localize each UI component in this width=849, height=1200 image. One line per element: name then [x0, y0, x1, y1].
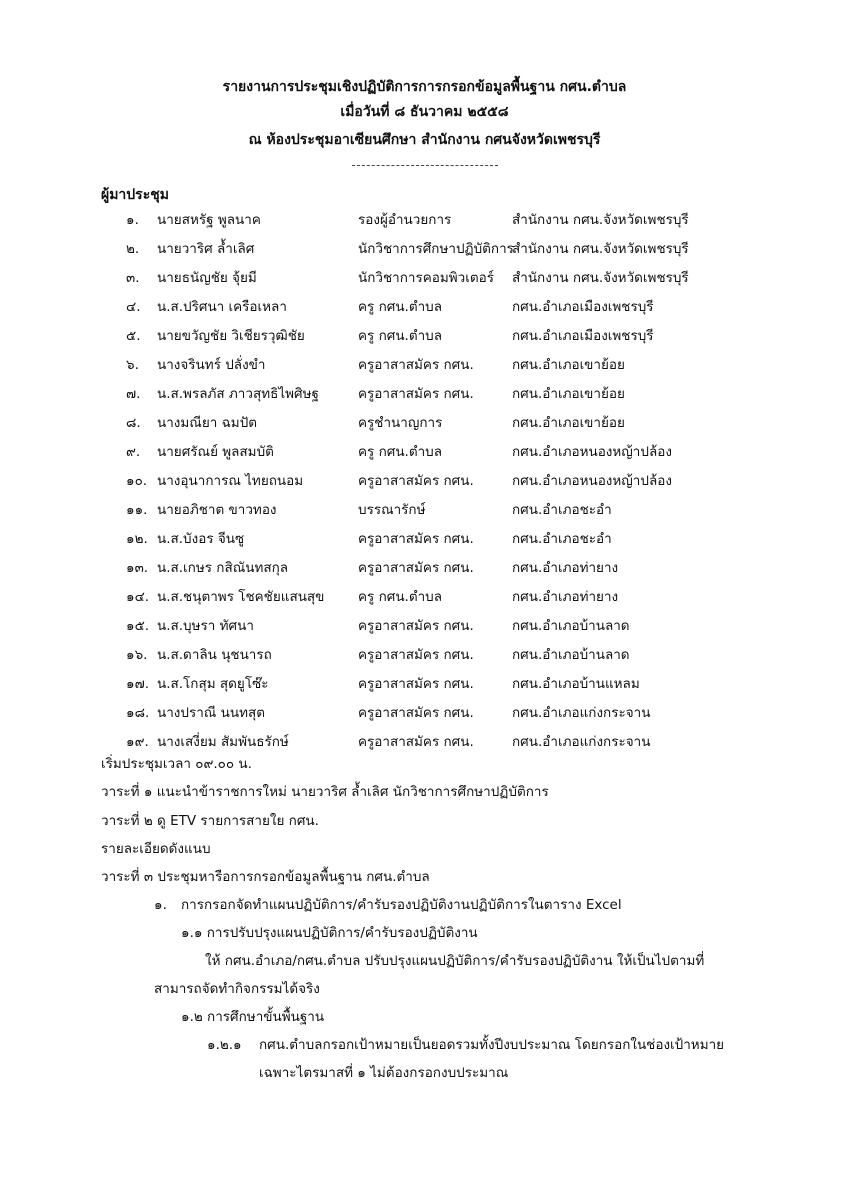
- attendee-position: ครูอาสาสมัคร กศน.: [358, 357, 474, 373]
- attendee-number: ๗.: [126, 386, 141, 402]
- attendee-row: [0, 726, 849, 755]
- attendee-organization: กศน.อำเภอแก่งกระจาน: [512, 705, 651, 721]
- attendee-number: ๑๑.: [126, 502, 148, 518]
- attendee-row: [0, 610, 849, 639]
- attendee-position: ครูชำนาญการ: [358, 415, 443, 431]
- item-1-text: การกรอกจัดทำแผนปฏิบัติการ/คำรับรองปฏิบัติงานปฏิบัติการในตาราง Excel: [181, 897, 622, 913]
- attendee-row: [0, 494, 849, 523]
- item-1-1-text-b: สามารถจัดทำกิจกรรมได้จริง: [154, 981, 320, 997]
- item-1-number: ๑.: [154, 897, 167, 913]
- attendee-number: ๑๔.: [126, 589, 150, 605]
- attendee-row: [0, 465, 849, 494]
- attendee-number: ๓.: [126, 270, 140, 286]
- attendee-row: [0, 262, 849, 291]
- attendees-heading: ผู้มาประชุม: [101, 187, 169, 203]
- attendee-position: ครูอาสาสมัคร กศน.: [358, 676, 474, 692]
- attendee-organization: กศน.อำเภอหนองหญ้าปล้อง: [512, 444, 672, 460]
- item-1-2-heading: ๑.๒ การศึกษาขั้นพื้นฐาน: [181, 1009, 325, 1025]
- attendee-number: ๑๗.: [126, 676, 150, 692]
- attendee-organization: กศน.อำเภอชะอำ: [512, 502, 612, 518]
- attendee-organization: กศน.อำเภอหนองหญ้าปล้อง: [512, 473, 672, 489]
- title-divider: [352, 165, 498, 166]
- attendee-organization: สำนักงาน กศน.จังหวัดเพชรบุรี: [512, 241, 689, 257]
- attendee-name: นายธนัญชัย จุ้ยมี: [157, 270, 257, 286]
- attendee-row: [0, 204, 849, 233]
- attendee-number: ๑๒.: [126, 531, 148, 547]
- attendee-position: ครูอาสาสมัคร กศน.: [358, 705, 474, 721]
- attendee-name: น.ส.โกสุม สุดยูโซ๊ะ: [157, 676, 269, 692]
- attendee-row: [0, 697, 849, 726]
- attendee-organization: สำนักงาน กศน.จังหวัดเพชรบุรี: [512, 270, 689, 286]
- attendee-position: ครูอาสาสมัคร กศน.: [358, 560, 474, 576]
- attendee-position: ครู กศน.ตำบล: [358, 444, 443, 460]
- attendee-organization: กศน.อำเภอเมืองเพชรบุรี: [512, 299, 654, 315]
- attendee-organization: กศน.อำเภอเขาย้อย: [512, 415, 625, 431]
- attendee-name: น.ส.ปริศนา เครือเหลา: [157, 299, 287, 315]
- attendee-number: ๖.: [126, 357, 139, 373]
- attendee-name: น.ส.บังอร จีนซู: [157, 531, 245, 547]
- attendee-name: น.ส.เกษร กสิณันทสกุล: [157, 560, 289, 576]
- attendee-name: นางจรินทร์ ปลั่งขำ: [157, 357, 266, 373]
- attendee-organization: กศน.อำเภอบ้านลาด: [512, 618, 630, 634]
- attendee-position: นักวิชาการคอมพิวเตอร์: [358, 270, 494, 286]
- attendee-organization: กศน.อำเภอเขาย้อย: [512, 357, 625, 373]
- item-1-2-1-number: ๑.๒.๑: [207, 1037, 242, 1053]
- agenda-1: วาระที่ ๑ แนะนำข้าราชการใหม่ นายวาริศ ล้ำเลิศ นักวิชาการศึกษาปฏิบัติการ: [101, 784, 549, 800]
- attendee-organization: กศน.อำเภอท่ายาง: [512, 560, 619, 576]
- attendee-row: [0, 233, 849, 262]
- details-note: รายละเอียดดังแนบ: [101, 841, 211, 857]
- attendees-list: [0, 204, 849, 755]
- attendee-organization: กศน.อำเภอชะอำ: [512, 531, 612, 547]
- attendee-row: [0, 639, 849, 668]
- attendee-organization: กศน.อำเภอท่ายาง: [512, 589, 619, 605]
- attendee-name: นายสหรัฐ พูลนาค: [157, 212, 261, 228]
- report-date: เมื่อวันที่ ๘ ธันวาคม ๒๕๕๘: [340, 104, 509, 120]
- attendee-row: [0, 291, 849, 320]
- agenda-2: วาระที่ ๒ ดู ETV รายการสายใย กศน.: [101, 813, 319, 829]
- attendee-number: ๑.: [126, 212, 139, 228]
- attendee-organization: สำนักงาน กศน.จังหวัดเพชรบุรี: [512, 212, 689, 228]
- attendee-row: [0, 668, 849, 697]
- attendee-row: [0, 349, 849, 378]
- attendee-position: รองผู้อำนวยการ: [358, 212, 452, 228]
- attendee-organization: กศน.อำเภอแก่งกระจาน: [512, 734, 651, 750]
- attendee-number: ๑๙.: [126, 734, 149, 750]
- attendee-position: ครูอาสาสมัคร กศน.: [358, 647, 474, 663]
- attendee-position: ครูอาสาสมัคร กศน.: [358, 531, 474, 547]
- item-1-2-1-text-a: กศน.ตำบลกรอกเป้าหมายเป็นยอดรวมทั้งปีงบประมาณ โดยกรอกในช่องเป้าหมาย: [259, 1037, 725, 1053]
- start-time: เริ่มประชุมเวลา ๐๙.๐๐ น.: [101, 756, 252, 772]
- attendee-number: ๕.: [126, 328, 141, 344]
- attendee-organization: กศน.อำเภอบ้านลาด: [512, 647, 630, 663]
- report-venue: ณ ห้องประชุมอาเซียนศึกษา สำนักงาน กศนจังหวัดเพชรบุรี: [248, 132, 601, 148]
- attendee-row: [0, 320, 849, 349]
- attendee-number: ๑๘.: [126, 705, 150, 721]
- attendee-organization: กศน.อำเภอเขาย้อย: [512, 386, 625, 402]
- attendee-name: น.ส.บุษรา ทัศนา: [157, 618, 254, 634]
- attendee-position: ครู กศน.ตำบล: [358, 589, 443, 605]
- attendee-row: [0, 523, 849, 552]
- attendee-number: ๘.: [126, 415, 141, 431]
- attendee-row: [0, 407, 849, 436]
- attendee-position: ครู กศน.ตำบล: [358, 328, 443, 344]
- attendee-position: ครูอาสาสมัคร กศน.: [358, 473, 474, 489]
- item-1-2-1-text-b: เฉพาะไตรมาสที่ ๑ ไม่ต้องกรอกงบประมาณ: [259, 1065, 509, 1081]
- attendee-number: ๑๐.: [126, 473, 148, 489]
- attendee-position: ครูอาสาสมัคร กศน.: [358, 618, 474, 634]
- attendee-position: ครู กศน.ตำบล: [358, 299, 443, 315]
- attendee-row: [0, 436, 849, 465]
- attendee-position: นักวิชาการศึกษาปฏิบัติการ: [358, 241, 514, 257]
- attendee-position: บรรณารักษ์: [358, 502, 426, 518]
- attendee-organization: กศน.อำเภอบ้านแหลม: [512, 676, 640, 692]
- attendee-name: นายขวัญชัย วิเชียรวุฒิชัย: [157, 328, 305, 344]
- attendee-name: น.ส.พรลภัส ภาวสุทธิไพศิษฐ: [157, 386, 319, 402]
- attendee-name: นายศรัณย์ พูลสมบัติ: [157, 444, 274, 460]
- item-1-1-text-a: ให้ กศน.อำเภอ/กศน.ตำบล ปรับปรุงแผนปฏิบัติการ/คำรับรองปฏิบัติงาน ให้เป็นไปตามที่: [205, 953, 705, 969]
- agenda-3: วาระที่ ๓ ประชุมหารือการกรอกข้อมูลพื้นฐาน กศน.ตำบล: [101, 869, 430, 885]
- attendee-row: [0, 378, 849, 407]
- attendee-row: [0, 552, 849, 581]
- attendee-name: นายอภิชาต ขาวทอง: [157, 502, 277, 518]
- attendee-number: ๔.: [126, 299, 141, 315]
- attendee-name: น.ส.ชนุตาพร โชคชัยแสนสุข: [157, 589, 325, 605]
- attendee-number: ๑๓.: [126, 560, 149, 576]
- attendee-row: [0, 581, 849, 610]
- attendee-name: นางเสงี่ยม สัมพันธรักษ์: [157, 734, 289, 750]
- attendee-number: ๙.: [126, 444, 141, 460]
- report-title: รายงานการประชุมเชิงปฏิบัติการการกรอกข้อมูลพื้นฐาน กศน.ตำบล: [222, 79, 627, 95]
- attendee-name: น.ส.ดาลิน นุชนารถ: [157, 647, 272, 663]
- attendee-name: นายวาริศ ล้ำเลิศ: [157, 241, 255, 257]
- attendee-position: ครูอาสาสมัคร กศน.: [358, 386, 474, 402]
- item-1-1-heading: ๑.๑ การปรับปรุงแผนปฏิบัติการ/คำรับรองปฏิบัติงาน: [181, 925, 478, 941]
- attendee-position: ครูอาสาสมัคร กศน.: [358, 734, 474, 750]
- attendee-number: ๒.: [126, 241, 140, 257]
- attendee-name: นางมณียา ฉมปัต: [157, 415, 258, 431]
- attendee-name: นางปราณี นนทสุต: [157, 705, 265, 721]
- attendee-organization: กศน.อำเภอเมืองเพชรบุรี: [512, 328, 654, 344]
- attendee-number: ๑๕.: [126, 618, 150, 634]
- attendee-number: ๑๖.: [126, 647, 148, 663]
- attendee-name: นางอุนาการณ ไทยถนอม: [157, 473, 304, 489]
